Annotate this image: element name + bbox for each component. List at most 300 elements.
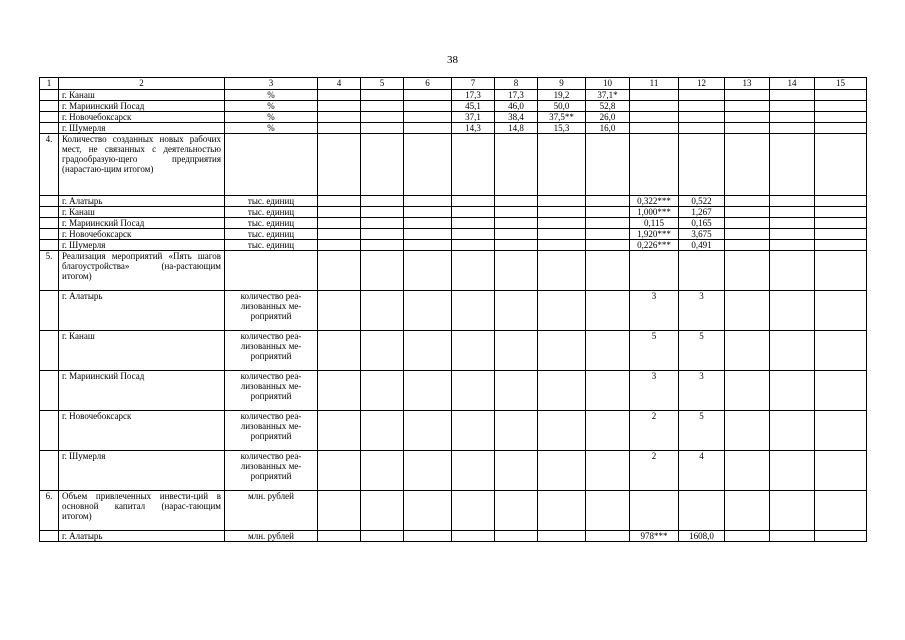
value-cell-col-5	[361, 134, 404, 196]
value-cell-col-7	[452, 229, 495, 240]
value-cell-col-15	[815, 134, 867, 196]
value-cell-col-5	[361, 331, 404, 371]
table-row	[40, 451, 867, 491]
value-cell-col-12: 4	[679, 451, 725, 491]
value-cell-col-6	[404, 101, 452, 112]
value-cell-col-10: 52,8	[586, 101, 630, 112]
value-cell-col-15	[815, 411, 867, 451]
column-header-9: 9	[538, 78, 586, 90]
value-cell-col-8: 14,8	[495, 123, 538, 134]
value-cell-col-11: 0,226***	[630, 240, 679, 251]
value-cell-col-11: 2	[630, 451, 679, 491]
value-cell-col-10	[586, 134, 630, 196]
value-cell-col-10	[586, 291, 630, 331]
page-number: 38	[447, 54, 458, 66]
value-cell-col-6	[404, 331, 452, 371]
value-cell-col-9	[538, 491, 586, 531]
value-cell-col-13	[725, 207, 770, 218]
unit-cell: тыс. единиц	[225, 207, 318, 218]
city-name: г. Шумерля	[59, 240, 225, 251]
value-cell-col-8	[495, 134, 538, 196]
value-cell-col-6	[404, 371, 452, 411]
table-row	[40, 371, 867, 411]
unit-cell: тыс. единиц	[225, 229, 318, 240]
value-cell-col-5	[361, 229, 404, 240]
value-cell-col-12	[679, 251, 725, 291]
value-cell-col-6	[404, 451, 452, 491]
indicator-name: Объем привлеченных инвести-ций в основной капитал (нарас-тающим итогом)	[59, 491, 225, 531]
value-cell-col-9	[538, 240, 586, 251]
unit-cell: %	[225, 101, 318, 112]
value-cell-col-13	[725, 491, 770, 531]
value-cell-col-14	[770, 491, 815, 531]
column-header-14: 14	[770, 78, 815, 90]
value-cell-col-15	[815, 196, 867, 207]
value-cell-col-7	[452, 196, 495, 207]
value-cell-col-15	[815, 90, 867, 101]
value-cell-col-13	[725, 101, 770, 112]
row-number	[40, 123, 59, 134]
value-cell-col-13	[725, 411, 770, 451]
value-cell-col-6	[404, 112, 452, 123]
value-cell-col-8	[495, 207, 538, 218]
value-cell-col-9	[538, 371, 586, 411]
value-cell-col-15	[815, 240, 867, 251]
value-cell-col-5	[361, 491, 404, 531]
section-row	[40, 251, 867, 291]
value-cell-col-10	[586, 411, 630, 451]
column-number-row	[40, 78, 867, 90]
value-cell-col-14	[770, 331, 815, 371]
value-cell-col-12	[679, 101, 725, 112]
value-cell-col-8	[495, 251, 538, 291]
value-cell-col-11: 0,115	[630, 218, 679, 229]
value-cell-col-7: 37,1	[452, 112, 495, 123]
value-cell-col-9	[538, 229, 586, 240]
value-cell-col-15	[815, 251, 867, 291]
value-cell-col-11	[630, 134, 679, 196]
value-cell-col-6	[404, 229, 452, 240]
value-cell-col-12: 0,165	[679, 218, 725, 229]
column-header-15: 15	[815, 78, 867, 90]
value-cell-col-5	[361, 101, 404, 112]
value-cell-col-7: 14,3	[452, 123, 495, 134]
city-name: г. Канаш	[59, 90, 225, 101]
value-cell-col-14	[770, 291, 815, 331]
value-cell-col-7	[452, 531, 495, 542]
value-cell-col-13	[725, 218, 770, 229]
value-cell-col-14	[770, 218, 815, 229]
value-cell-col-5	[361, 123, 404, 134]
value-cell-col-13	[725, 123, 770, 134]
value-cell-col-9	[538, 531, 586, 542]
value-cell-col-6	[404, 411, 452, 451]
value-cell-col-13	[725, 196, 770, 207]
value-cell-col-7	[452, 207, 495, 218]
row-number	[40, 207, 59, 218]
table-row	[40, 531, 867, 542]
value-cell-col-10: 37,1*	[586, 90, 630, 101]
row-number	[40, 291, 59, 331]
value-cell-col-7	[452, 331, 495, 371]
row-number	[40, 218, 59, 229]
value-cell-col-6	[404, 218, 452, 229]
column-header-10: 10	[586, 78, 630, 90]
column-header-1: 1	[40, 78, 59, 90]
value-cell-col-11: 3	[630, 291, 679, 331]
city-name: г. Новочебоксарск	[59, 229, 225, 240]
value-cell-col-14	[770, 411, 815, 451]
value-cell-col-10	[586, 207, 630, 218]
value-cell-col-10	[586, 196, 630, 207]
value-cell-col-11: 1,000***	[630, 207, 679, 218]
value-cell-col-15	[815, 123, 867, 134]
value-cell-col-4	[318, 491, 361, 531]
value-cell-col-8	[495, 240, 538, 251]
value-cell-col-7	[452, 240, 495, 251]
city-name: г. Шумерля	[59, 451, 225, 491]
unit-cell: %	[225, 123, 318, 134]
value-cell-col-5	[361, 411, 404, 451]
value-cell-col-9: 50,0	[538, 101, 586, 112]
value-cell-col-5	[361, 451, 404, 491]
table-row	[40, 218, 867, 229]
value-cell-col-12	[679, 123, 725, 134]
value-cell-col-13	[725, 90, 770, 101]
value-cell-col-10	[586, 240, 630, 251]
value-cell-col-14	[770, 112, 815, 123]
city-name: г. Шумерля	[59, 123, 225, 134]
value-cell-col-8	[495, 371, 538, 411]
value-cell-col-10	[586, 251, 630, 291]
value-cell-col-11: 978***	[630, 531, 679, 542]
value-cell-col-5	[361, 240, 404, 251]
unit-cell: %	[225, 112, 318, 123]
value-cell-col-7	[452, 491, 495, 531]
table-row	[40, 123, 867, 134]
value-cell-col-11: 2	[630, 411, 679, 451]
value-cell-col-10	[586, 331, 630, 371]
row-number	[40, 411, 59, 451]
value-cell-col-4	[318, 331, 361, 371]
value-cell-col-9	[538, 134, 586, 196]
value-cell-col-15	[815, 207, 867, 218]
value-cell-col-6	[404, 134, 452, 196]
value-cell-col-9: 15,3	[538, 123, 586, 134]
city-name: г. Мариинский Посад	[59, 101, 225, 112]
value-cell-col-11	[630, 90, 679, 101]
city-name: г. Мариинский Посад	[59, 371, 225, 411]
value-cell-col-8	[495, 531, 538, 542]
value-cell-col-12: 0,522	[679, 196, 725, 207]
value-cell-col-8	[495, 411, 538, 451]
row-number: 4.	[40, 134, 59, 196]
value-cell-col-8	[495, 196, 538, 207]
value-cell-col-8	[495, 291, 538, 331]
value-cell-col-11	[630, 101, 679, 112]
value-cell-col-15	[815, 291, 867, 331]
value-cell-col-10	[586, 531, 630, 542]
unit-cell: количество реа-лизованных ме-роприятий	[225, 331, 318, 371]
unit-cell: млн. рублей	[225, 491, 318, 531]
table-row	[40, 229, 867, 240]
column-header-8: 8	[495, 78, 538, 90]
value-cell-col-5	[361, 112, 404, 123]
value-cell-col-12: 1608,0	[679, 531, 725, 542]
value-cell-col-11: 1,920***	[630, 229, 679, 240]
value-cell-col-8	[495, 491, 538, 531]
value-cell-col-13	[725, 291, 770, 331]
unit-cell: тыс. единиц	[225, 196, 318, 207]
value-cell-col-8: 17,3	[495, 90, 538, 101]
value-cell-col-5	[361, 531, 404, 542]
value-cell-col-4	[318, 229, 361, 240]
value-cell-col-14	[770, 371, 815, 411]
value-cell-col-15	[815, 331, 867, 371]
value-cell-col-14	[770, 134, 815, 196]
value-cell-col-12: 0,491	[679, 240, 725, 251]
value-cell-col-9	[538, 196, 586, 207]
value-cell-col-5	[361, 90, 404, 101]
column-header-13: 13	[725, 78, 770, 90]
table-body	[40, 78, 867, 542]
value-cell-col-5	[361, 196, 404, 207]
value-cell-col-7	[452, 134, 495, 196]
value-cell-col-15	[815, 491, 867, 531]
table-row	[40, 90, 867, 101]
city-name: г. Канаш	[59, 207, 225, 218]
value-cell-col-8	[495, 218, 538, 229]
value-cell-col-14	[770, 451, 815, 491]
value-cell-col-13	[725, 531, 770, 542]
value-cell-col-10: 16,0	[586, 123, 630, 134]
row-number	[40, 451, 59, 491]
column-header-7: 7	[452, 78, 495, 90]
value-cell-col-15	[815, 101, 867, 112]
value-cell-col-6	[404, 291, 452, 331]
value-cell-col-10	[586, 229, 630, 240]
value-cell-col-8	[495, 451, 538, 491]
value-cell-col-12	[679, 90, 725, 101]
column-header-4: 4	[318, 78, 361, 90]
unit-cell: млн. рублей	[225, 531, 318, 542]
value-cell-col-10	[586, 451, 630, 491]
value-cell-col-15	[815, 229, 867, 240]
value-cell-col-13	[725, 240, 770, 251]
value-cell-col-9	[538, 451, 586, 491]
value-cell-col-10	[586, 218, 630, 229]
value-cell-col-7	[452, 251, 495, 291]
value-cell-col-4	[318, 134, 361, 196]
value-cell-col-4	[318, 123, 361, 134]
value-cell-col-14	[770, 240, 815, 251]
row-number	[40, 531, 59, 542]
value-cell-col-4	[318, 101, 361, 112]
row-number: 6.	[40, 491, 59, 531]
value-cell-col-6	[404, 123, 452, 134]
value-cell-col-5	[361, 207, 404, 218]
value-cell-col-14	[770, 251, 815, 291]
city-name: г. Новочебоксарск	[59, 112, 225, 123]
value-cell-col-14	[770, 123, 815, 134]
value-cell-col-12: 5	[679, 411, 725, 451]
value-cell-col-4	[318, 207, 361, 218]
value-cell-col-12: 3,675	[679, 229, 725, 240]
indicator-name: Реализация мероприятий «Пять шагов благоустройства» (на-растающим итогом)	[59, 251, 225, 291]
value-cell-col-6	[404, 196, 452, 207]
section-row	[40, 491, 867, 531]
value-cell-col-12: 5	[679, 331, 725, 371]
value-cell-col-4	[318, 240, 361, 251]
value-cell-col-4	[318, 112, 361, 123]
value-cell-col-6	[404, 251, 452, 291]
column-header-3: 3	[225, 78, 318, 90]
value-cell-col-15	[815, 451, 867, 491]
value-cell-col-13	[725, 451, 770, 491]
unit-cell: количество реа-лизованных ме-роприятий	[225, 371, 318, 411]
value-cell-col-12: 3	[679, 291, 725, 331]
row-number	[40, 240, 59, 251]
value-cell-col-9: 19,2	[538, 90, 586, 101]
row-number	[40, 101, 59, 112]
value-cell-col-15	[815, 112, 867, 123]
value-cell-col-8: 38,4	[495, 112, 538, 123]
value-cell-col-11	[630, 491, 679, 531]
value-cell-col-10	[586, 491, 630, 531]
value-cell-col-9	[538, 331, 586, 371]
city-name: г. Алатырь	[59, 196, 225, 207]
value-cell-col-13	[725, 112, 770, 123]
unit-cell: количество реа-лизованных ме-роприятий	[225, 411, 318, 451]
unit-cell: тыс. единиц	[225, 218, 318, 229]
value-cell-col-8	[495, 331, 538, 371]
column-header-6: 6	[404, 78, 452, 90]
value-cell-col-11	[630, 123, 679, 134]
city-name: г. Алатырь	[59, 291, 225, 331]
value-cell-col-6	[404, 240, 452, 251]
value-cell-col-15	[815, 218, 867, 229]
value-cell-col-11: 5	[630, 331, 679, 371]
value-cell-col-5	[361, 251, 404, 291]
value-cell-col-14	[770, 90, 815, 101]
row-number	[40, 229, 59, 240]
value-cell-col-4	[318, 531, 361, 542]
value-cell-col-13	[725, 371, 770, 411]
value-cell-col-8: 46,0	[495, 101, 538, 112]
table-row	[40, 331, 867, 371]
value-cell-col-7: 17,3	[452, 90, 495, 101]
value-cell-col-5	[361, 371, 404, 411]
section-row	[40, 134, 867, 196]
unit-cell: тыс. единиц	[225, 240, 318, 251]
row-number	[40, 90, 59, 101]
value-cell-col-14	[770, 101, 815, 112]
value-cell-col-6	[404, 207, 452, 218]
value-cell-col-13	[725, 134, 770, 196]
unit-cell: количество реа-лизованных ме-роприятий	[225, 451, 318, 491]
value-cell-col-5	[361, 291, 404, 331]
value-cell-col-15	[815, 371, 867, 411]
value-cell-col-9	[538, 411, 586, 451]
row-number	[40, 112, 59, 123]
table-row	[40, 291, 867, 331]
value-cell-col-10	[586, 371, 630, 411]
value-cell-col-15	[815, 531, 867, 542]
value-cell-col-4	[318, 196, 361, 207]
value-cell-col-11	[630, 251, 679, 291]
indicator-name: Количество созданных новых рабочих мест, не связанных с деятельностью градообразую-щего предприятия (нарастаю-щим итогом)	[59, 134, 225, 196]
value-cell-col-9: 37,5**	[538, 112, 586, 123]
unit-cell	[225, 251, 318, 291]
unit-cell: %	[225, 90, 318, 101]
value-cell-col-10: 26,0	[586, 112, 630, 123]
table-row	[40, 196, 867, 207]
table-row	[40, 101, 867, 112]
value-cell-col-12	[679, 491, 725, 531]
value-cell-col-11	[630, 112, 679, 123]
value-cell-col-4	[318, 251, 361, 291]
value-cell-col-7	[452, 218, 495, 229]
table-row	[40, 240, 867, 251]
table-row	[40, 112, 867, 123]
row-number	[40, 331, 59, 371]
value-cell-col-6	[404, 90, 452, 101]
value-cell-col-9	[538, 218, 586, 229]
table-row	[40, 207, 867, 218]
row-number: 5.	[40, 251, 59, 291]
value-cell-col-4	[318, 451, 361, 491]
value-cell-col-11: 0,322***	[630, 196, 679, 207]
value-cell-col-9	[538, 207, 586, 218]
value-cell-col-13	[725, 251, 770, 291]
value-cell-col-4	[318, 411, 361, 451]
value-cell-col-12: 3	[679, 371, 725, 411]
value-cell-col-6	[404, 531, 452, 542]
value-cell-col-6	[404, 491, 452, 531]
city-name: г. Мариинский Посад	[59, 218, 225, 229]
city-name: г. Новочебоксарск	[59, 411, 225, 451]
value-cell-col-13	[725, 229, 770, 240]
city-name: г. Алатырь	[59, 531, 225, 542]
value-cell-col-12	[679, 134, 725, 196]
value-cell-col-12	[679, 112, 725, 123]
column-header-11: 11	[630, 78, 679, 90]
value-cell-col-7: 45,1	[452, 101, 495, 112]
value-cell-col-7	[452, 451, 495, 491]
value-cell-col-11: 3	[630, 371, 679, 411]
value-cell-col-7	[452, 291, 495, 331]
column-header-5: 5	[361, 78, 404, 90]
city-name: г. Канаш	[59, 331, 225, 371]
column-header-12: 12	[679, 78, 725, 90]
unit-cell	[225, 134, 318, 196]
value-cell-col-14	[770, 531, 815, 542]
value-cell-col-5	[361, 218, 404, 229]
value-cell-col-14	[770, 196, 815, 207]
indicators-table	[39, 77, 867, 542]
column-header-2: 2	[59, 78, 225, 90]
value-cell-col-4	[318, 371, 361, 411]
value-cell-col-13	[725, 331, 770, 371]
row-number	[40, 371, 59, 411]
value-cell-col-4	[318, 218, 361, 229]
unit-cell: количество реа-лизованных ме-роприятий	[225, 291, 318, 331]
value-cell-col-9	[538, 291, 586, 331]
value-cell-col-8	[495, 229, 538, 240]
value-cell-col-9	[538, 251, 586, 291]
value-cell-col-12: 1,267	[679, 207, 725, 218]
table-row	[40, 411, 867, 451]
